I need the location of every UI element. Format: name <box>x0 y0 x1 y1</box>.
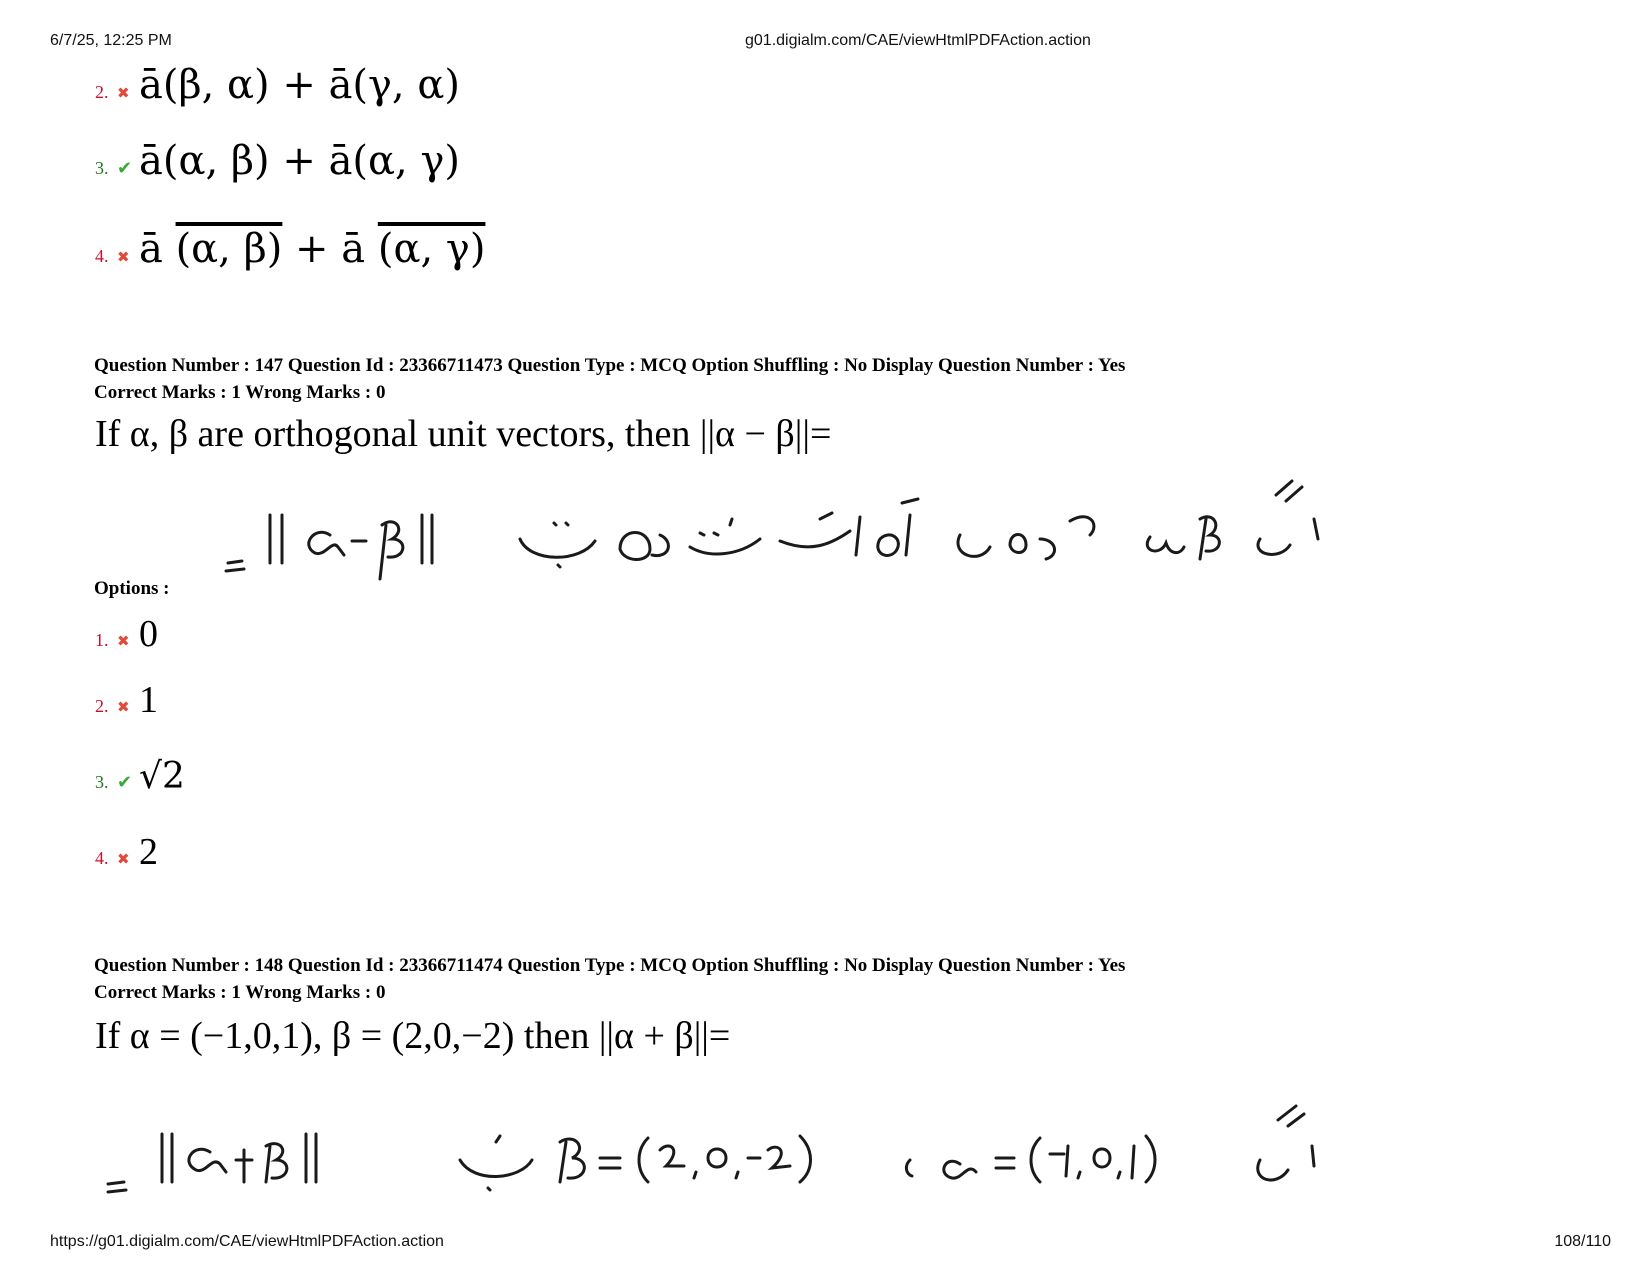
cross-icon: ✖ <box>117 850 130 868</box>
q148-meta: Question Number : 148 Question Id : 23366711474 Question Type : MCQ Option Shuffling : No Display Question Number : Yes <box>94 955 1126 976</box>
prev-option-3 <box>95 138 460 184</box>
prev-option-2 <box>95 62 460 108</box>
page-number: 108/110 <box>1554 1233 1611 1250</box>
q147-marks: Correct Marks : 1 Wrong Marks : 0 <box>94 382 386 403</box>
q147-options-label: Options : <box>94 578 170 599</box>
prev-option-4 <box>95 226 485 272</box>
cross-icon: ✖ <box>117 698 130 716</box>
option-expression: 1 <box>139 679 158 721</box>
q148-question-text: If α = (−1,0,1), β = (2,0,−2) then ||α + β||= <box>95 1015 731 1057</box>
option-number: 1. <box>95 630 109 650</box>
print-footer-url: https://g01.digialm.com/CAE/viewHtmlPDFAction.action <box>50 1233 444 1250</box>
check-icon: ✔ <box>117 772 133 793</box>
option-number: 3. <box>95 158 109 178</box>
cross-icon: ✖ <box>117 248 130 266</box>
option-expression: 2 <box>139 831 158 873</box>
q147-option-3 <box>95 756 185 797</box>
option-expression: ā(α, β) + ā(α, γ) <box>139 138 460 184</box>
option-expression: 0 <box>139 613 158 655</box>
cross-icon: ✖ <box>117 632 130 650</box>
q147-option-4 <box>95 830 158 874</box>
option-number: 2. <box>95 696 109 716</box>
q147-meta: Question Number : 147 Question Id : 23366711473 Question Type : MCQ Option Shuffling : No Display Question Number : Yes <box>94 355 1126 376</box>
q147-handwritten-translation <box>220 455 1400 585</box>
option-number: 3. <box>95 772 109 792</box>
option-expression: √2 <box>139 756 185 797</box>
option-expression: ā (α, β) + ā (α, γ) <box>139 226 486 272</box>
q147-question-text: If α, β are orthogonal unit vectors, then ||α − β||= <box>95 413 832 455</box>
option-number: 2. <box>95 82 109 102</box>
option-number: 4. <box>95 848 109 868</box>
q147-option-1 <box>95 612 158 656</box>
cross-icon: ✖ <box>117 84 130 102</box>
q148-handwritten-translation <box>100 1090 1400 1200</box>
q148-marks: Correct Marks : 1 Wrong Marks : 0 <box>94 982 386 1003</box>
check-icon: ✔ <box>117 158 133 179</box>
option-expression: ā(β, α) + ā(γ, α) <box>139 62 460 108</box>
q147-option-2 <box>95 678 158 722</box>
print-datetime: 6/7/25, 12:25 PM <box>50 32 172 49</box>
option-number: 4. <box>95 246 109 266</box>
print-header-url: g01.digialm.com/CAE/viewHtmlPDFAction.action <box>745 32 1091 49</box>
